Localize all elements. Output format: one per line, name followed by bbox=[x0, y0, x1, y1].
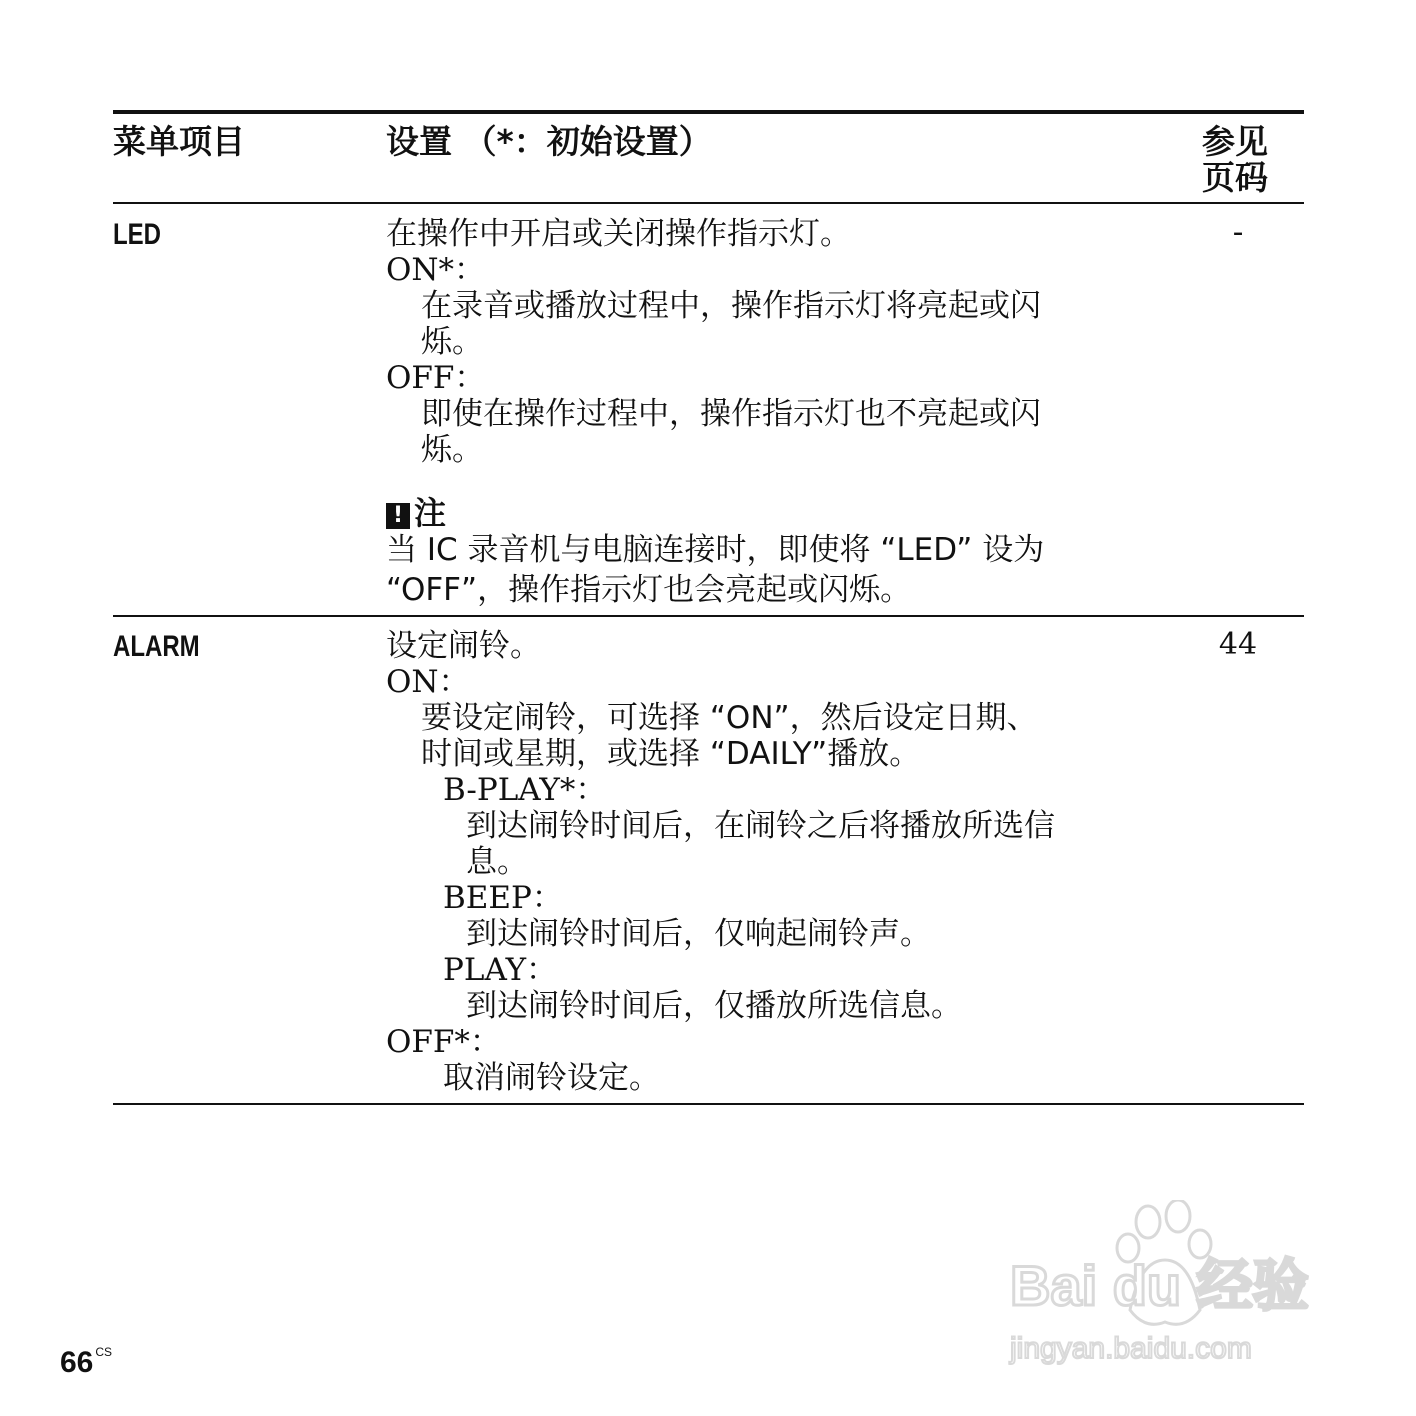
header-rule bbox=[113, 202, 1304, 204]
header-setting: 设置 （*：初始设置） bbox=[386, 122, 712, 161]
note-text-2: “OFF”，操作指示灯也会亮起或闪烁。 bbox=[386, 572, 912, 608]
alarm-option-off: OFF*： bbox=[386, 1024, 501, 1060]
led-description: 在操作中开启或关闭操作指示灯。 bbox=[386, 216, 851, 252]
alarm-beep-desc: 到达闹铃时间后，仅响起闹铃声。 bbox=[466, 916, 931, 952]
led-option-off: OFF： bbox=[386, 360, 486, 396]
menu-item-alarm: ALARM bbox=[113, 630, 200, 663]
note-warning-icon: ! bbox=[386, 503, 410, 529]
led-off-desc-2: 烁。 bbox=[421, 432, 483, 468]
led-option-on: ON*： bbox=[386, 252, 486, 288]
alarm-on-desc-2: 时间或星期，或选择 “DAILY”播放。 bbox=[421, 736, 921, 772]
page-ref-alarm: 44 bbox=[1218, 627, 1258, 662]
header-page-ref-line1: 参见 bbox=[1202, 122, 1268, 161]
alarm-description: 设定闹铃。 bbox=[386, 628, 541, 664]
header-page-ref-line2: 页码 bbox=[1202, 158, 1268, 197]
page-number: 66 bbox=[60, 1346, 94, 1379]
led-off-desc-1: 即使在操作过程中，操作指示灯也不亮起或闪 bbox=[421, 396, 1041, 432]
row-divider bbox=[113, 615, 1304, 617]
note-text-1: 当 IC 录音机与电脑连接时，即使将 “LED” 设为 bbox=[386, 532, 1045, 568]
alarm-on-desc-1: 要设定闹铃，可选择 “ON”，然后设定日期、 bbox=[421, 700, 1038, 736]
led-on-desc-2: 烁。 bbox=[421, 324, 483, 360]
alarm-bplay-desc-1: 到达闹铃时间后，在闹铃之后将播放所选信 bbox=[466, 808, 1055, 844]
alarm-play-desc: 到达闹铃时间后，仅播放所选信息。 bbox=[466, 988, 962, 1024]
table-bottom-rule bbox=[113, 1103, 1304, 1105]
alarm-sub-beep: BEEP： bbox=[443, 880, 563, 916]
table-top-rule bbox=[113, 110, 1304, 114]
header-menu-item: 菜单项目 bbox=[113, 122, 245, 161]
alarm-sub-play: PLAY： bbox=[443, 952, 558, 988]
page-number-suffix: CS bbox=[95, 1345, 113, 1359]
alarm-sub-bplay: B-PLAY*： bbox=[443, 772, 607, 808]
page-ref-led: - bbox=[1232, 215, 1244, 250]
alarm-option-on: ON： bbox=[386, 664, 470, 700]
alarm-off-desc: 取消闹铃设定。 bbox=[443, 1060, 660, 1096]
note-heading bbox=[386, 488, 446, 534]
baidu-jingyan-watermark bbox=[1000, 1200, 1330, 1370]
led-on-desc-1: 在录音或播放过程中，操作指示灯将亮起或闪 bbox=[421, 288, 1041, 324]
watermark-brand: Bai du 经验 bbox=[1010, 1254, 1309, 1317]
alarm-bplay-desc-2: 息。 bbox=[466, 844, 528, 880]
note-title: 注 bbox=[414, 494, 447, 532]
watermark-url: jingyan.baidu.com bbox=[1010, 1332, 1252, 1365]
menu-item-led: LED bbox=[113, 218, 161, 251]
page-footer bbox=[60, 1345, 112, 1380]
